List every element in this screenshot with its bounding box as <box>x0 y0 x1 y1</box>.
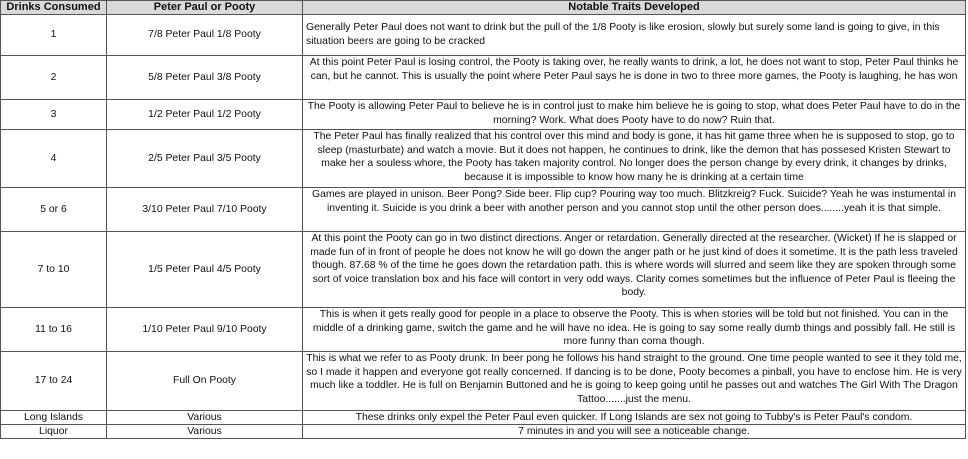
ratio-cell: Full On Pooty <box>107 352 303 411</box>
ratio-cell: 5/8 Peter Paul 3/8 Pooty <box>107 56 303 100</box>
drinks-cell: 1 <box>1 15 107 56</box>
traits-cell: The Peter Paul has finally realized that his control over this mind and body is gone, it has hit game three when he is supposed to stop, go to sleep (masturbate) and watch a movie. But it does not happen, he continues to drink, like the demon that has possesed Kristen Stewart to make her a souless whore, the Pooty has taken majority control. No longer does the person change by every drink, it changes by drinks, because it is impossible to know how many he is drinking at a certain time <box>303 130 966 188</box>
traits-cell: Games are played in unison. Beer Pong? Side beer. Flip cup? Pouring way too much. Blitzkreig? Fuck. Suicide? Yeah he was instumental in inventing it. Suicide is you drink a beer with another person and you cannot stop until the other person does........yeah it is that simple. <box>303 188 966 232</box>
ratio-cell: 7/8 Peter Paul 1/8 Pooty <box>107 15 303 56</box>
traits-cell: 7 minutes in and you will see a noticeable change. <box>303 425 966 439</box>
table-row <box>1 100 966 130</box>
table-row <box>1 15 966 56</box>
table-row <box>1 188 966 232</box>
ratio-cell: 1/5 Peter Paul 4/5 Pooty <box>107 232 303 308</box>
traits-cell: Generally Peter Paul does not want to drink but the pull of the 1/8 Pooty is like erosion, slowly but surely some land is going to give, in this situation beers are going to be cracked <box>303 15 966 56</box>
drinks-cell: 7 to 10 <box>1 232 107 308</box>
ratio-cell: 1/2 Peter Paul 1/2 Pooty <box>107 100 303 130</box>
drinks-cell: Long Islands <box>1 411 107 425</box>
table-row <box>1 411 966 425</box>
table-row <box>1 425 966 439</box>
drinks-cell: 5 or 6 <box>1 188 107 232</box>
ratio-cell: 3/10 Peter Paul 7/10 Pooty <box>107 188 303 232</box>
table-row <box>1 130 966 188</box>
header-row <box>1 1 966 15</box>
header-peter-paul-or-pooty: Peter Paul or Pooty <box>107 1 303 15</box>
table-row <box>1 352 966 411</box>
drinks-cell: Liquor <box>1 425 107 439</box>
traits-cell: This is when it gets really good for people in a place to observe the Pooty. This is when stories will be told but not finished. You can in the middle of a drinking game, switch the game and he will have no idea. He is going to say some really dumb things and possibly fall. He still is more funny than coma though. <box>303 308 966 352</box>
table-row <box>1 308 966 352</box>
traits-cell: This is what we refer to as Pooty drunk. In beer pong he follows his hand straight to the ground. One time people wanted to see it they told me, so I made it happen and everyone got really concerned. If dancing is to be done, Pooty becomes a pinball, you have to enclose him. He is very much like a toddler. He is full on Benjamin Buttoned and he is going to keep going until he passes out and watches The Girl With The Dragon Tattoo.......just the menu. <box>303 352 966 411</box>
ratio-cell: Various <box>107 411 303 425</box>
table-row <box>1 56 966 100</box>
drinks-cell: 11 to 16 <box>1 308 107 352</box>
ratio-cell: Various <box>107 425 303 439</box>
drinks-cell: 4 <box>1 130 107 188</box>
traits-cell: The Pooty is allowing Peter Paul to believe he is in control just to make him believe he is going to stop, what does Peter Paul have to do in the morning? Work. What does Pooty have to do now? Ruin that. <box>303 100 966 130</box>
table-row <box>1 232 966 308</box>
header-notable-traits: Notable Traits Developed <box>303 1 966 15</box>
drinks-cell: 2 <box>1 56 107 100</box>
drinks-cell: 17 to 24 <box>1 352 107 411</box>
ratio-cell: 1/10 Peter Paul 9/10 Pooty <box>107 308 303 352</box>
ratio-cell: 2/5 Peter Paul 3/5 Pooty <box>107 130 303 188</box>
traits-cell: At this point the Pooty can go in two distinct directions. Anger or retardation. Generally directed at the researcher. (Wicket) If he is slapped or made fun of in front of people he does not know he will go down the anger path or he just kind of does it sometime. It is the path less traveled though. 87.68 % of the time he goes down the retardation path. this is where words will slurred and seem like they are spoken through some sort of voice translation box and his face will contort in very odd ways. Clarity comes sometimes but the influence of Peter Paul is fleeing the body. <box>303 232 966 308</box>
traits-cell: At this point Peter Paul is losing control, the Pooty is taking over, he really wants to drink, a lot, he does not want to stop, Peter Paul thinks he can, but he cannot. This is usually the point where Peter Paul says he is done in two to three more games, the Pooty is laughing, he has won <box>303 56 966 100</box>
traits-cell: These drinks only expel the Peter Paul even quicker. If Long Islands are sex not going to Tubby's is Peter Paul's condom. <box>303 411 966 425</box>
header-drinks-consumed: Drinks Consumed <box>1 1 107 15</box>
drinks-cell: 3 <box>1 100 107 130</box>
